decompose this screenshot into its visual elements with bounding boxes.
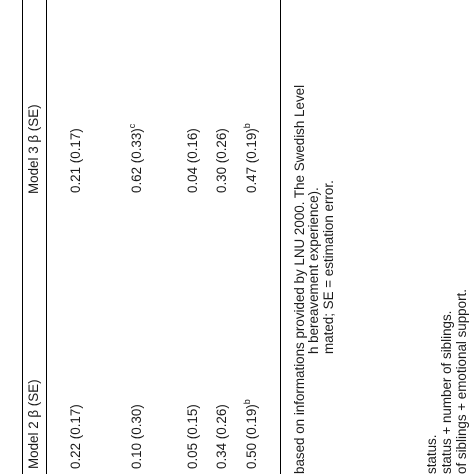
footnote-bereavement: h bereavement experience).	[306, 187, 321, 354]
table-cell-m2-row1: 0.22 (0.17)	[68, 404, 83, 469]
table-cell-m3-row5: 0.47 $(0.19)^b$	[241, 123, 259, 193]
table-cell-m2-row4: 0.34 (0.26)	[214, 404, 229, 469]
table-cell-m3-row1: 0.21 (0.17)	[68, 128, 83, 193]
footnote-estimation: mated; SE = estimation error.	[321, 180, 336, 354]
header-model-2: Model 2 β (SE)	[26, 379, 41, 469]
table-cell-m2-row3: 0.05 (0.15)	[185, 404, 200, 469]
footnote-status: status.	[424, 434, 439, 474]
footnote-siblings: status + number of siblings.	[439, 310, 454, 474]
table-cell-m2-row2: 0.10 (0.30)	[129, 404, 144, 469]
table-cell-m3-row3: 0.04 (0.16)	[185, 128, 200, 193]
table-top-rule	[22, 0, 23, 474]
table-header-rule	[46, 0, 47, 474]
footnote-source: based on informations provided by LNU 2000. The Swedish Level	[292, 84, 307, 474]
header-model-3: Model 3 β (SE)	[26, 104, 41, 194]
table-cell-m3-row4: 0.30 (0.26)	[214, 128, 229, 193]
table-cell-m2-row5: 0.50 $(0.19)^b$	[241, 399, 259, 469]
footnote-emotional-support: of siblings + emotional support.	[454, 289, 469, 474]
table-cell-m3-row2: 0.62 $(0.33)^c$	[126, 123, 144, 193]
table-bottom-rule	[280, 0, 281, 474]
